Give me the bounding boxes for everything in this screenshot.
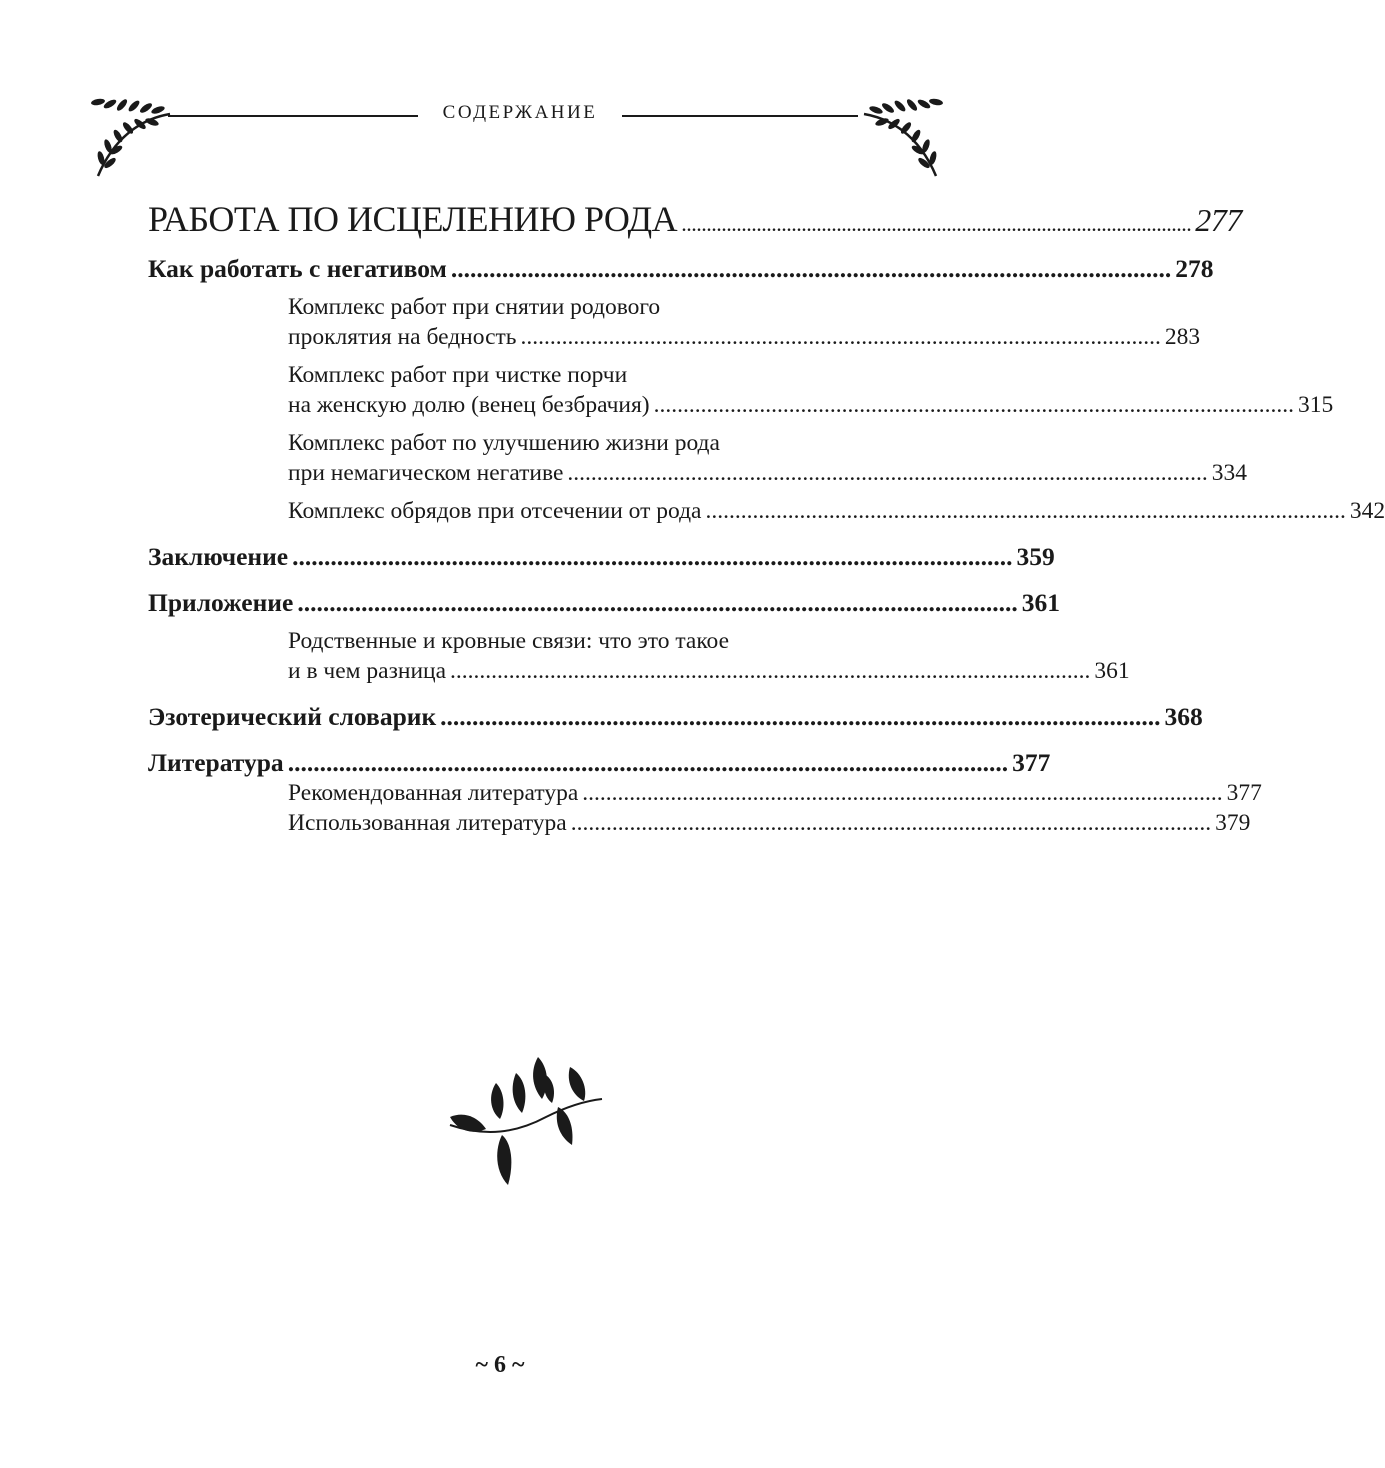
toc-chapter-page: 361 bbox=[1021, 588, 1060, 617]
toc-subsection-entry[interactable] bbox=[288, 496, 1385, 526]
toc-part-title: РАБОТА ПО ИСЦЕЛЕНИЮ РОДА bbox=[148, 199, 678, 239]
toc-leader: ...................................................................................................... bbox=[681, 211, 1192, 236]
page-header bbox=[0, 88, 1000, 188]
toc-leader: ............................................................................................................. bbox=[653, 392, 1294, 418]
toc-chapter-page: 359 bbox=[1016, 542, 1055, 571]
toc-subsection-title-line1: Комплекс работ при чистке порчи bbox=[288, 362, 628, 388]
toc-subsection-page: 315 bbox=[1298, 392, 1334, 418]
header-rule-left bbox=[168, 115, 418, 117]
toc-subsection-page: 361 bbox=[1094, 658, 1130, 684]
toc-leader: ................................................................................................................. bbox=[292, 542, 1013, 571]
toc-subsection-title-line2: и в чем разница bbox=[288, 658, 447, 684]
toc-leader: ............................................................................................................. bbox=[567, 460, 1208, 486]
toc-chapter-entry[interactable] bbox=[148, 588, 1060, 618]
toc-chapter-title: Как работать с негативом bbox=[148, 254, 447, 283]
toc-chapter-title: Литература bbox=[148, 748, 284, 777]
leaf-branch-icon bbox=[446, 1055, 606, 1190]
toc-chapter-entry[interactable] bbox=[148, 748, 1051, 778]
page-number: ~ 6 ~ bbox=[475, 1352, 525, 1378]
toc-subsection-title-line1: Родственные и кровные связи: что это такое bbox=[288, 628, 730, 654]
toc-subsection-entry[interactable] bbox=[288, 360, 1334, 420]
toc-chapter-page: 368 bbox=[1164, 702, 1203, 731]
toc-leader: ................................................................................................................. bbox=[297, 588, 1018, 617]
table-of-contents bbox=[148, 198, 1385, 838]
toc-chapter-entry[interactable] bbox=[148, 254, 1214, 284]
toc-subsection-title-line2: при немагическом негативе bbox=[288, 460, 564, 486]
toc-leader: ............................................................................................................. bbox=[705, 498, 1346, 524]
wheat-sprig-right-icon bbox=[858, 88, 948, 183]
toc-chapter-page: 278 bbox=[1175, 254, 1214, 283]
toc-leader: ............................................................................................................. bbox=[520, 324, 1161, 350]
toc-chapter-title: Приложение bbox=[148, 588, 294, 617]
toc-subsection-title-line1: Комплекс работ по улучшению жизни рода bbox=[288, 430, 720, 456]
toc-subsection-entry[interactable] bbox=[288, 808, 1251, 838]
toc-subsection-entry[interactable] bbox=[288, 428, 1248, 488]
toc-subsection-page: 342 bbox=[1349, 498, 1385, 524]
toc-subsection-entry[interactable] bbox=[288, 292, 1201, 352]
toc-leader: ................................................................................................................. bbox=[450, 254, 1172, 283]
toc-leader: ............................................................................................................. bbox=[450, 658, 1091, 684]
toc-subsection-entry[interactable] bbox=[288, 626, 1130, 686]
header-rule-right bbox=[622, 115, 858, 117]
toc-subsection-title: Комплекс обрядов при отсечении от рода bbox=[288, 498, 702, 524]
toc-leader: ............................................................................................................. bbox=[582, 780, 1223, 806]
toc-subsection-page: 334 bbox=[1211, 460, 1248, 486]
toc-leader: ................................................................................................................. bbox=[440, 702, 1161, 731]
toc-subsection-title-line2: проклятия на бедность bbox=[288, 324, 517, 350]
toc-leader: ............................................................................................................. bbox=[570, 810, 1212, 836]
wheat-sprig-left-icon bbox=[86, 88, 176, 183]
toc-subsection-title: Использованная литература bbox=[288, 810, 567, 836]
toc-leader: ................................................................................................................. bbox=[287, 748, 1009, 777]
toc-part-page: 277 bbox=[1195, 202, 1242, 238]
toc-chapter-entry[interactable] bbox=[148, 542, 1055, 572]
toc-chapter-entry[interactable] bbox=[148, 702, 1203, 732]
toc-subsection-page: 377 bbox=[1226, 780, 1262, 806]
toc-subsection-entry[interactable] bbox=[288, 778, 1262, 808]
toc-part-entry[interactable] bbox=[148, 198, 1242, 254]
toc-chapter-page: 377 bbox=[1012, 748, 1051, 777]
toc-subsection-page: 379 bbox=[1215, 810, 1251, 836]
toc-chapter-title: Заключение bbox=[148, 542, 289, 571]
toc-subsection-title-line1: Комплекс работ при снятии родового bbox=[288, 294, 661, 320]
toc-subsection-title-line2: на женскую долю (венец безбрачия) bbox=[288, 392, 650, 418]
header-title: СОДЕРЖАНИЕ bbox=[442, 102, 598, 123]
toc-subsection-page: 283 bbox=[1164, 324, 1201, 350]
toc-chapter-title: Эзотерический словарик bbox=[148, 702, 437, 731]
toc-subsection-title: Рекомендованная литература bbox=[288, 780, 579, 806]
